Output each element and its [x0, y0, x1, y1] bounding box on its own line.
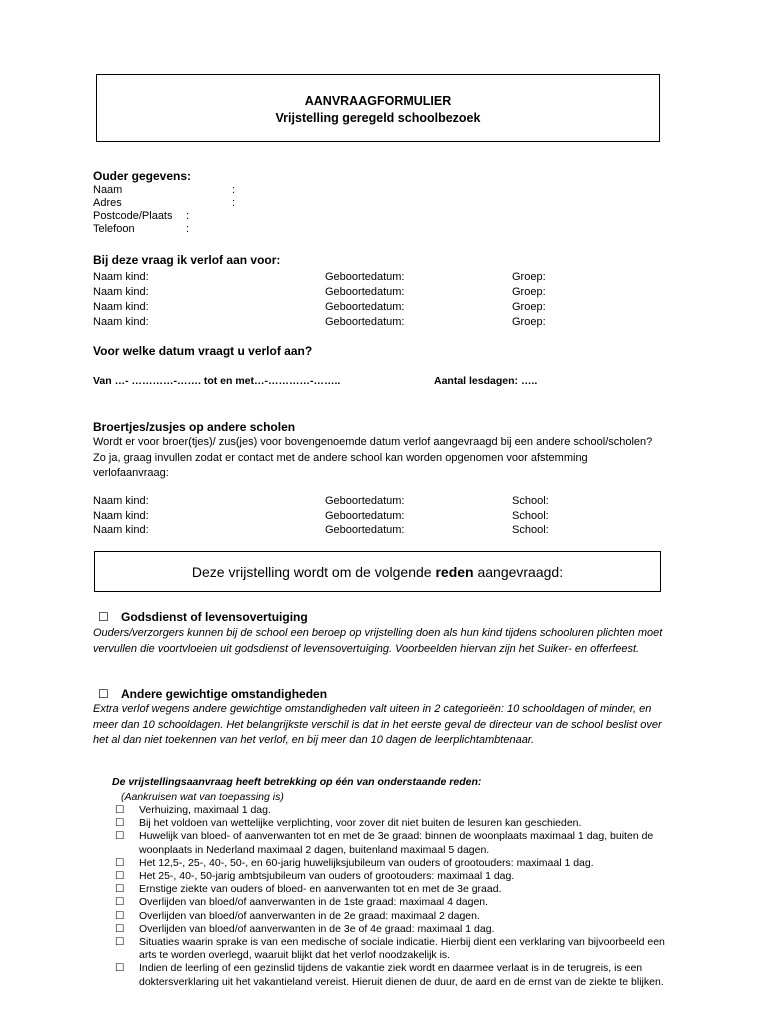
broertjes-text: Wordt er voor broer(tjes)/ zus(jes) voor bovengenoemde datum verlof aangevraagd bij een andere school/scholen? Zo ja, graag invullen zodat er contact met de andere school kan worden opgenomen voor afstemming verlofaanvraag: [93, 436, 653, 479]
reden-checkbox[interactable]: ☐ [115, 856, 125, 869]
van-tot-field[interactable]: Van …- …………-……. tot en met…-…………-…….. [93, 375, 341, 387]
reden-checkbox[interactable]: ☐ [115, 883, 125, 896]
kind-naam-label: Naam kind: [93, 301, 149, 313]
redenen-sub: (Aankruisen wat van toepassing is) [121, 791, 284, 803]
broer-geboorte-label: Geboortedatum: [325, 510, 405, 522]
reden-box [94, 551, 661, 592]
kind-naam-label: Naam kind: [93, 316, 149, 328]
broer-geboorte-label: Geboortedatum: [325, 524, 405, 536]
reden-checkbox[interactable]: ☐ [115, 962, 125, 975]
ouder-adres-sep: : [232, 197, 236, 209]
form-subtitle: Vrijstelling geregeld schoolbezoek [275, 111, 481, 125]
reden-item[interactable] [112, 857, 672, 870]
reden-item[interactable] [112, 804, 672, 817]
kind-naam-label: Naam kind: [93, 271, 149, 283]
kind-naam-label: Naam kind: [93, 286, 149, 298]
reden-checkbox[interactable]: ☐ [115, 896, 125, 909]
reden-item-text: Het 12,5-, 25-, 40-, 50-, en 60-jarig huwelijksjubileum van ouders of grootouders: maximaal 1 dag. [139, 856, 594, 869]
reden-checkbox[interactable]: ☐ [115, 922, 125, 935]
reden-item-text: Huwelijk van bloed- of aanverwanten tot en met de 3e graad: binnen de woonplaats maximaal 1 dag, buiten de woonplaats in Nederland maximaal 2 dagen, buitenland maximaal 5 dagen. [139, 830, 654, 856]
broer-naam-label: Naam kind: [93, 495, 149, 507]
ouder-naam-label: Naam [93, 184, 123, 196]
reden-checkbox[interactable]: ☐ [115, 817, 125, 830]
reden-item[interactable] [112, 870, 672, 883]
reden-item-text: Overlijden van bloed/of aanverwanten in de 3e of 4e graad: maximaal 1 dag. [139, 922, 495, 935]
broer-school-label: School: [512, 524, 549, 536]
kind-geboorte-label: Geboortedatum: [325, 316, 405, 328]
reden-item[interactable] [112, 896, 672, 909]
broer-school-label: School: [512, 510, 549, 522]
reden-item[interactable] [112, 962, 672, 988]
reden-item-text: Het 25-, 40-, 50-jarig ambtsjubileum van ouders of grootouders: maximaal 1 dag. [139, 870, 515, 883]
kind-geboorte-label: Geboortedatum: [325, 286, 405, 298]
andere-text: Extra verlof wegens andere gewichtige omstandigheden valt uiteen in 2 categorieën: 10 schooldagen of minder, en meer dan 10 schooldagen. Het belangrijkste verschil is dat in het eerste geval de directeur van de school beslist over het al dan niet toekennen van het verlof, en bij meer dan 10 dagen de leerplichtambtenaar. [93, 703, 662, 746]
redenen-list [112, 804, 672, 989]
form-title: AANVRAAGFORMULIER [304, 94, 452, 108]
reden-item-text: Overlijden van bloed/of aanverwanten in de 2e graad: maximaal 2 dagen. [139, 909, 480, 922]
reden-checkbox[interactable]: ☐ [115, 870, 125, 883]
reden-item[interactable] [112, 830, 672, 856]
andere-checkbox[interactable]: ☐ [98, 687, 109, 701]
reden-checkbox[interactable]: ☐ [115, 804, 125, 816]
ouder-naam-sep: : [232, 184, 236, 196]
broer-geboorte-label: Geboortedatum: [325, 495, 405, 507]
kind-groep-label: Groep: [512, 271, 546, 283]
reden-item-text: Overlijden van bloed/of aanverwanten in de 1ste graad: maximaal 4 dagen. [139, 896, 489, 909]
kind-geboorte-label: Geboortedatum: [325, 301, 405, 313]
redenen-heading: De vrijstellingsaanvraag heeft betrekking op één van onderstaande reden: [112, 776, 482, 788]
broer-naam-label: Naam kind: [93, 524, 149, 536]
broer-school-label: School: [512, 495, 549, 507]
reden-checkbox[interactable]: ☐ [115, 830, 125, 843]
godsdienst-checkbox[interactable]: ☐ [98, 610, 109, 624]
reden-item-text: Ernstige ziekte van ouders of bloed- en aanverwanten tot en met de 3e graad. [139, 883, 502, 896]
lesdagen-field[interactable]: Aantal lesdagen: ….. [434, 375, 538, 387]
reden-checkbox[interactable]: ☐ [115, 909, 125, 922]
ouder-postcode-label: Postcode/Plaats [93, 210, 173, 222]
ouder-heading: Ouder gegevens: [93, 169, 192, 183]
ouder-postcode-sep: : [186, 210, 190, 222]
andere-heading: Andere gewichtige omstandigheden [121, 687, 328, 701]
broer-naam-label: Naam kind: [93, 510, 149, 522]
reden-item[interactable] [112, 910, 672, 923]
reden-item-text: Situaties waarin sprake is van een medische of sociale indicatie. Hierbij dient een verklaring van bijvoorbeeld een arts te worden overlegd, waaruit blijkt dat het verlof noodzakelijk is. [139, 936, 665, 962]
kinderen-heading: Bij deze vraag ik verlof aan voor: [93, 253, 281, 267]
kind-groep-label: Groep: [512, 301, 546, 313]
reden-item[interactable] [112, 923, 672, 936]
ouder-telefoon-label: Telefoon [93, 223, 135, 235]
kind-geboorte-label: Geboortedatum: [325, 271, 405, 283]
godsdienst-text: Ouders/verzorgers kunnen bij de school een beroep op vrijstelling doen als hun kind tijdens schooluren plichten moet vervullen die voortvloeien uit godsdienst of levensovertuiging. Voorbeelden hiervan zijn het Suiker- en offerfeest. [93, 627, 663, 655]
godsdienst-heading: Godsdienst of levensovertuiging [121, 610, 308, 624]
broertjes-heading: Broertjes/zusjes op andere scholen [93, 420, 296, 434]
reden-checkbox[interactable]: ☐ [115, 936, 125, 949]
reden-text-bold: reden [435, 564, 474, 580]
reden-text-after: aangevraagd: [473, 564, 564, 580]
reden-item-text: Bij het voldoen van wettelijke verplichting, voor zover dit niet buiten de lesuren kan geschieden. [139, 817, 582, 830]
form-header [96, 74, 660, 142]
reden-text-before: Deze vrijstelling wordt om de volgende [191, 564, 436, 580]
reden-item[interactable] [112, 817, 672, 830]
ouder-telefoon-sep: : [186, 223, 190, 235]
reden-item[interactable] [112, 883, 672, 896]
reden-item-text: Indien de leerling of een gezinslid tijdens de vakantie ziek wordt en daarmee verlaat is in de terugreis, is een doktersverklaring uit het vakantieland vereist. Hieruit dienen de duur, de aard en de ernst van de ziekte te blijken. [139, 962, 664, 988]
kind-groep-label: Groep: [512, 316, 546, 328]
ouder-adres-label: Adres [93, 197, 122, 209]
reden-item[interactable] [112, 936, 672, 962]
reden-item-text: Verhuizing, maximaal 1 dag. [139, 804, 271, 816]
kind-groep-label: Groep: [512, 286, 546, 298]
datum-heading: Voor welke datum vraagt u verlof aan? [93, 344, 313, 358]
